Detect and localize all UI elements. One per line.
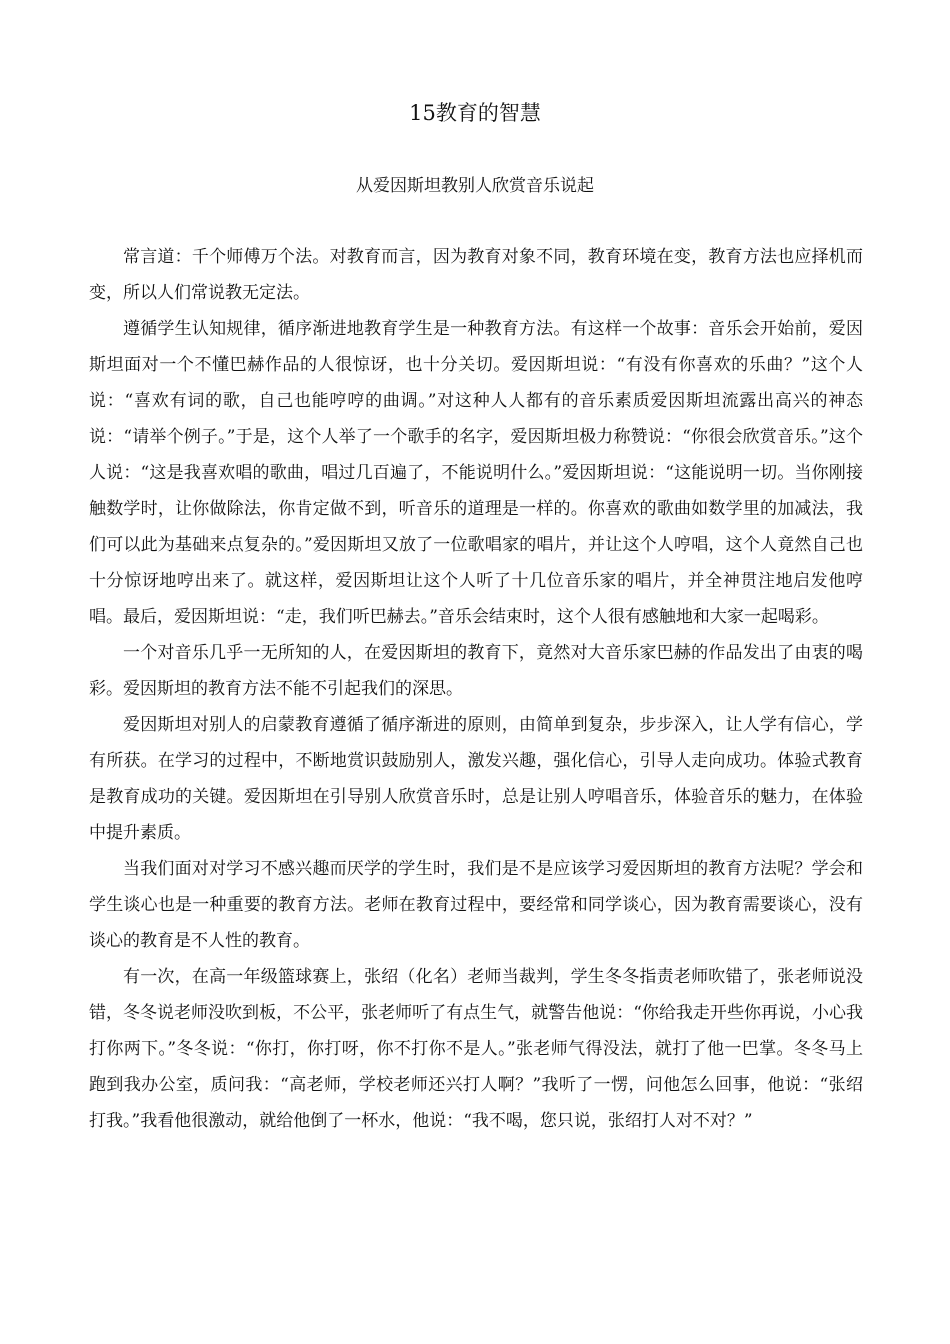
- document-body: [89, 239, 863, 1139]
- paragraph: 当我们面对对学习不感兴趣而厌学的学生时，我们是不是应该学习爱因斯坦的教育方法呢？学会和学生谈心也是一种重要的教育方法。老师在教育过程中，要经常和同学谈心，因为教育需要谈心，没有谈心的教育是不人性的教育。: [89, 859, 863, 951]
- document-subtitle: 从爱因斯坦教别人欣赏音乐说起: [356, 176, 594, 196]
- paragraph: 一个对音乐几乎一无所知的人，在爱因斯坦的教育下，竟然对大音乐家巴赫的作品发出了由衷的喝彩。爱因斯坦的教育方法不能不引起我们的深思。: [89, 643, 863, 699]
- paragraph: 常言道：千个师傅万个法。对教育而言，因为教育对象不同，教育环境在变，教育方法也应择机而变，所以人们常说教无定法。: [89, 247, 863, 303]
- paragraph: 爱因斯坦对别人的启蒙教育遵循了循序渐进的原则，由简单到复杂，步步深入，让人学有信心，学有所获。在学习的过程中，不断地赏识鼓励别人，激发兴趣，强化信心，引导人走向成功。体验式教育是教育成功的关键。爱因斯坦在引导别人欣赏音乐时，总是让别人哼唱音乐，体验音乐的魅力，在体验中提升素质。: [89, 715, 863, 843]
- paragraph: 有一次，在高一年级篮球赛上，张绍（化名）老师当裁判，学生冬冬指责老师吹错了，张老师说没错，冬冬说老师没吹到板，不公平，张老师听了有点生气，就警告他说：“你给我走开些你再说，小心我打你两下。”冬冬说：“你打，你打呀，你不打你不是人。”张老师气得没法，就打了他一巴掌。冬冬马上跑到我办公室，质问我：“高老师，学校老师还兴打人啊？”我听了一愣，问他怎么回事，他说：“张绍打我。”我看他很激动，就给他倒了一杯水，他说：“我不喝，您只说，张绍打人对不对？”: [89, 967, 863, 1131]
- paragraph: 遵循学生认知规律，循序渐进地教育学生是一种教育方法。有这样一个故事：音乐会开始前，爱因斯坦面对一个不懂巴赫作品的人很惊讶，也十分关切。爱因斯坦说：“有没有你喜欢的乐曲？”这个人说：“喜欢有词的歌，自己也能哼哼的曲调。”对这种人人都有的音乐素质爱因斯坦流露出高兴的神态说：“请举个例子。”于是，这个人举了一个歌手的名字，爱因斯坦极力称赞说：“你很会欣赏音乐。”这个人说：“这是我喜欢唱的歌曲，唱过几百遍了，不能说明什么。”爱因斯坦说：“这能说明一切。当你刚接触数学时，让你做除法，你肯定做不到，听音乐的道理是一样的。你喜欢的歌曲如数学里的加减法，我们可以此为基础来点复杂的。”爱因斯坦又放了一位歌唱家的唱片，并让这个人哼唱，这个人竟然自己也十分惊讶地哼出来了。就这样，爱因斯坦让这个人听了十几位音乐家的唱片，并全神贯注地启发他哼唱。最后，爱因斯坦说：“走，我们听巴赫去。”音乐会结束时，这个人很有感触地和大家一起喝彩。: [89, 319, 863, 627]
- document-title: 15教育的智慧: [409, 101, 541, 125]
